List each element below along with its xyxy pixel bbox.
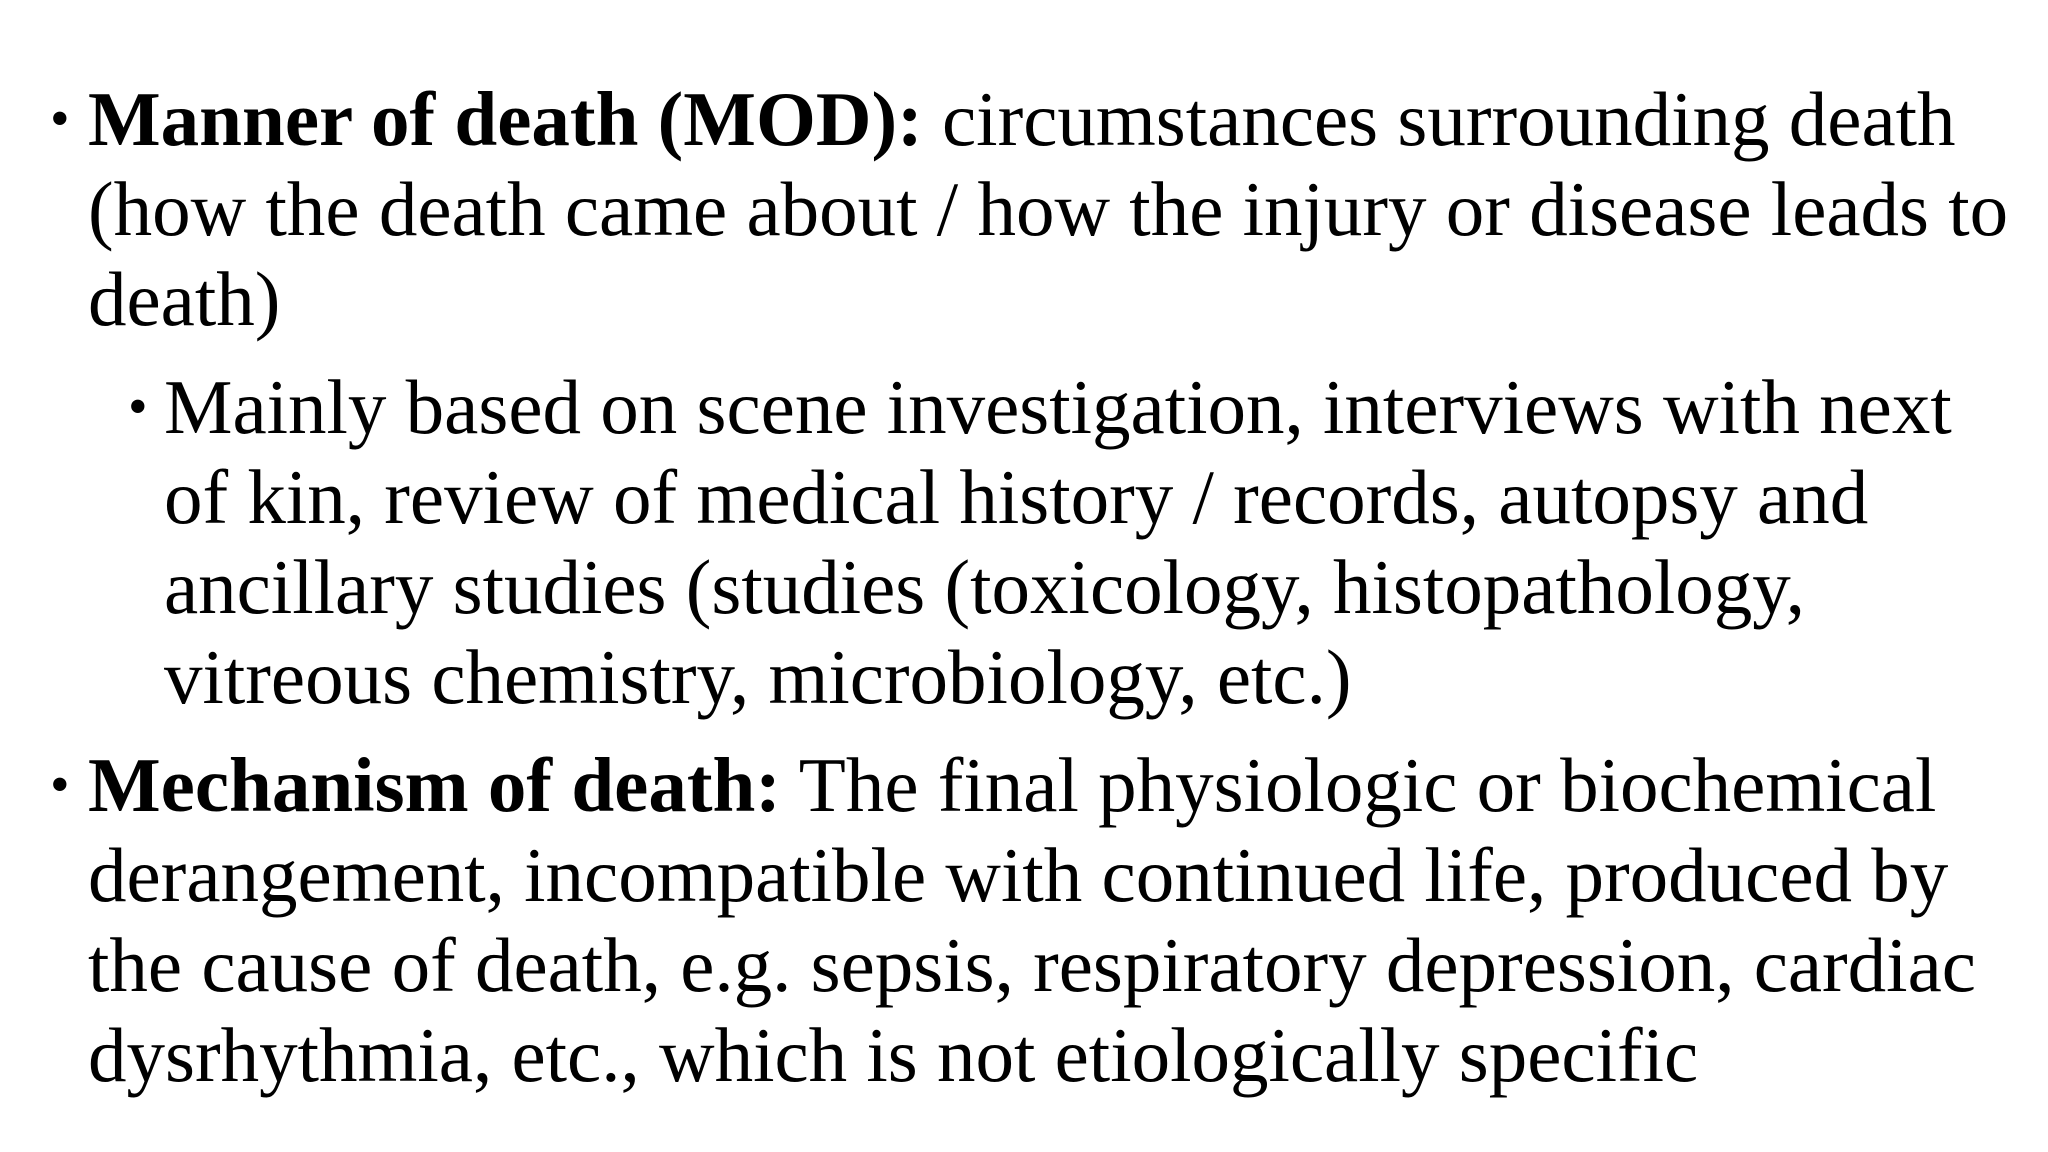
sub-bullet-text: Mainly based on scene investigation, interviews with next of kin, review of medical history / records, autopsy and ancillary studies (studies (toxicology, histopathology, vitreous chemistry, microbiology, etc.)	[164, 364, 1952, 720]
term-definition: The final physiologic or biochemical derangement, incompatible with continued life, produced by the cause of death, e.g. sepsis, respiratory depression, cardiac dysrhythmia, etc., which is not etiologically specific	[88, 742, 1976, 1098]
bullet-text	[88, 740, 2010, 1100]
term-label: Manner of death (MOD):	[88, 76, 923, 162]
bullet-manner-of-death	[50, 74, 2010, 344]
bullet-mechanism-of-death	[50, 740, 2010, 1100]
bullet-text	[88, 74, 2010, 344]
sub-bullet-basis	[128, 362, 2008, 722]
bullet-dot-icon: •	[50, 88, 70, 150]
term-label: Mechanism of death:	[88, 742, 781, 828]
bullet-dot-icon: •	[128, 376, 148, 438]
bullet-dot-icon: •	[50, 754, 70, 816]
term-definition: circumstances surrounding death (how the death came about / how the injury or disease leads to death)	[88, 76, 2009, 342]
